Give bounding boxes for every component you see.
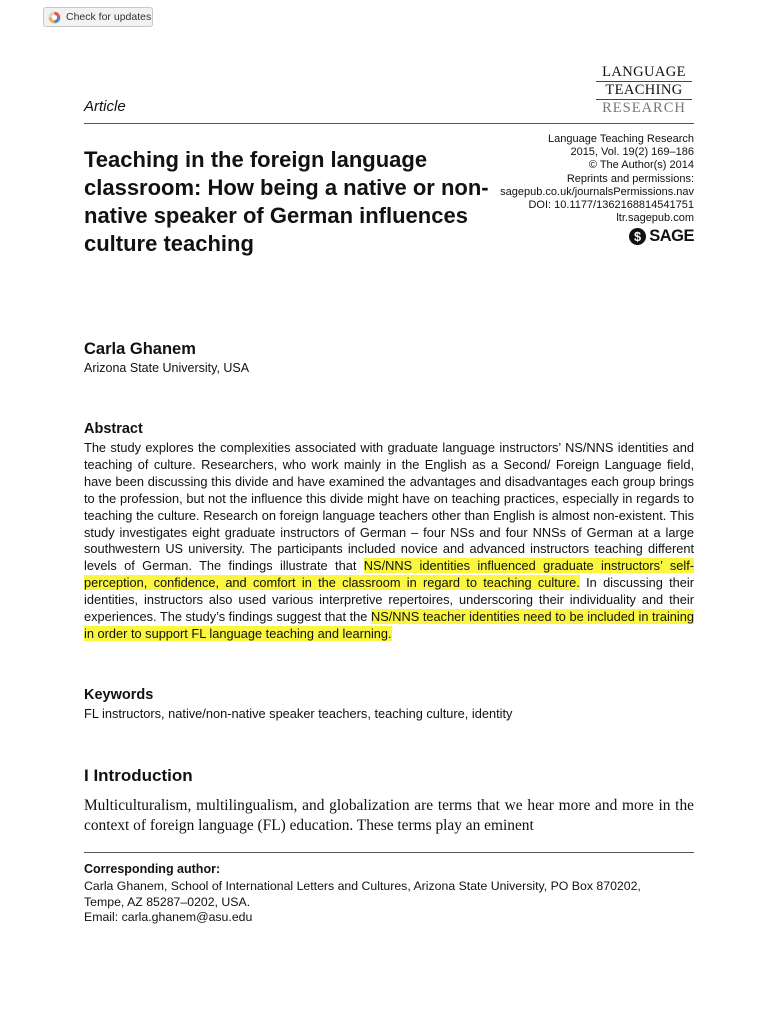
check-for-updates-label: Check for updates [66,11,152,23]
footnote-divider [84,852,694,853]
journal-volume: 2015, Vol. 19(2) 169–186 [570,146,694,159]
abstract-text [84,440,694,643]
introduction-text: Multiculturalism, multilingualism, and globalization are terms that we hear more and more in the context of foreign language (FL) education. These terms play an eminent [84,797,694,834]
abstract-highlight: NS/NNS identities influenced graduate instructors’ self-perception, confidence, and comfort in the classroom in regard to teaching culture. [84,558,695,591]
journal-logo [596,64,692,117]
check-for-updates-button[interactable] [43,7,153,27]
corresponding-address-line: Tempe, AZ 85287–0202, USA. [84,894,251,909]
author-name: Carla Ghanem [84,340,196,358]
author-affiliation: Arizona State University, USA [84,361,250,375]
permissions-link[interactable]: sagepub.co.uk/journalsPermissions.nav [500,185,694,198]
introduction-heading: I Introduction [84,766,193,785]
corresponding-email[interactable]: Email: carla.ghanem@asu.edu [84,910,253,924]
publisher-logo-text: SAGE [649,227,694,245]
journal-logo-line: TEACHING [605,82,683,98]
header-divider [84,123,694,124]
publisher-logo [624,226,694,246]
svg-text:$: $ [634,228,642,244]
journal-name: Language Teaching Research [548,133,694,145]
article-title: Teaching in the foreign language classroom: How being a native or non-native speaker of German influences culture teaching [84,147,489,256]
doi-link[interactable]: DOI: 10.1177/1362168814541751 [528,199,694,212]
copyright: © The Author(s) 2014 [588,159,694,172]
corresponding-author-details [84,879,694,926]
corresponding-author-heading: Corresponding author: [84,862,221,876]
journal-meta [470,133,694,225]
keywords-heading: Keywords [84,687,154,703]
journal-logo-line: LANGUAGE [602,64,686,80]
crossmark-icon [48,11,61,24]
abstract-text-part: In discussing their identities, instructors also used various interpretive repertoires, underscoring their individuality and their experiences. The study’s findings suggest that the [84,575,694,625]
journal-logo-line: RESEARCH [602,100,686,116]
abstract-text-part: The study explores the complexities associated with graduate language instructors’ NS/NNS identities and teaching of culture. Researchers, who work mainly in the English as a Second/ Foreign Language field, have been discussing this divide and have examined the advantages and disadvantages each group brings to the profession, but not the influence this divide might have on teaching practices, especially in regards to teaching the culture. Research on foreign language teachers other than English is almost non-existent. This study investigates eight graduate instructors of German – four NSs and four NNSs of German at a large southwestern US university. The participants included novice and advanced instructors teaching different levels of German. The findings illustrate that [84,440,694,574]
keywords-list: FL instructors, native/non-native speaker teachers, teaching culture, identity [84,706,513,721]
journal-site-link[interactable]: ltr.sagepub.com [616,212,694,225]
article-type-label: Article [84,98,126,115]
reprints-label: Reprints and permissions: [566,172,694,185]
sage-dollar-icon [629,228,646,245]
abstract-highlight: NS/NNS teacher identities need to be included in training in order to support FL language teaching and learning. [84,609,694,641]
abstract-heading: Abstract [84,421,143,437]
corresponding-address-line: Carla Ghanem, School of International Letters and Cultures, Arizona State University, PO Box 870202, [84,879,641,893]
